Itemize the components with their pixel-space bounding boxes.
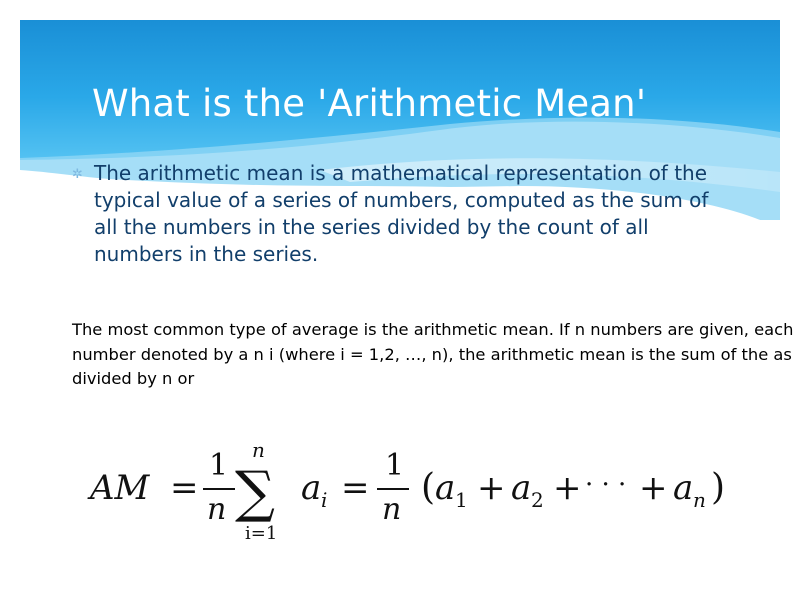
asterisk-bullet-icon: ✲ xyxy=(72,167,83,182)
definition-paragraph: The most common type of average is the arithmetic mean. If n numbers are given, each number denoted by a n i (where i = 1,2, …, n), the arithmetic mean is the sum of the as divided by n or xyxy=(72,320,794,388)
formula-equals-2: = xyxy=(341,468,370,508)
summation-sign: ∑ xyxy=(235,460,275,525)
bullet-item xyxy=(70,160,710,268)
formula-numerator-2: 1 xyxy=(385,448,405,483)
formula-denominator: n xyxy=(207,492,227,527)
formula-numerator: 1 xyxy=(209,448,229,483)
sum-upper-limit: n xyxy=(252,438,265,462)
term-sub-2: 2 xyxy=(531,488,544,512)
arithmetic-mean-formula xyxy=(85,433,745,548)
formula-denominator-2: n xyxy=(382,492,402,527)
open-paren: ( xyxy=(421,467,436,508)
plus-2: + xyxy=(553,468,582,508)
formula-equals: = xyxy=(170,468,199,508)
term-a2: a xyxy=(511,468,532,508)
slide-title: What is the 'Arithmetic Mean' xyxy=(92,82,647,125)
sum-lower-limit: i=1 xyxy=(245,523,278,544)
term-sub-i: i xyxy=(321,488,328,512)
term-sub-1: 1 xyxy=(455,488,468,512)
close-paren: ) xyxy=(711,467,726,508)
term-a1: a xyxy=(435,468,456,508)
term-an: a xyxy=(673,468,694,508)
plus-3: + xyxy=(639,468,668,508)
plus-1: + xyxy=(477,468,506,508)
bullet-text: The arithmetic mean is a mathematical representation of the typical value of a series of numbers, computed as the sum of all the numbers in the series divided by the count of all numbers in the series. xyxy=(94,161,709,266)
term-a: a xyxy=(301,468,322,508)
bullet-list xyxy=(70,160,710,268)
ellipsis-dots: · · · xyxy=(585,470,627,500)
formula-lhs: AM xyxy=(90,468,150,508)
term-sub-n: n xyxy=(693,488,706,512)
